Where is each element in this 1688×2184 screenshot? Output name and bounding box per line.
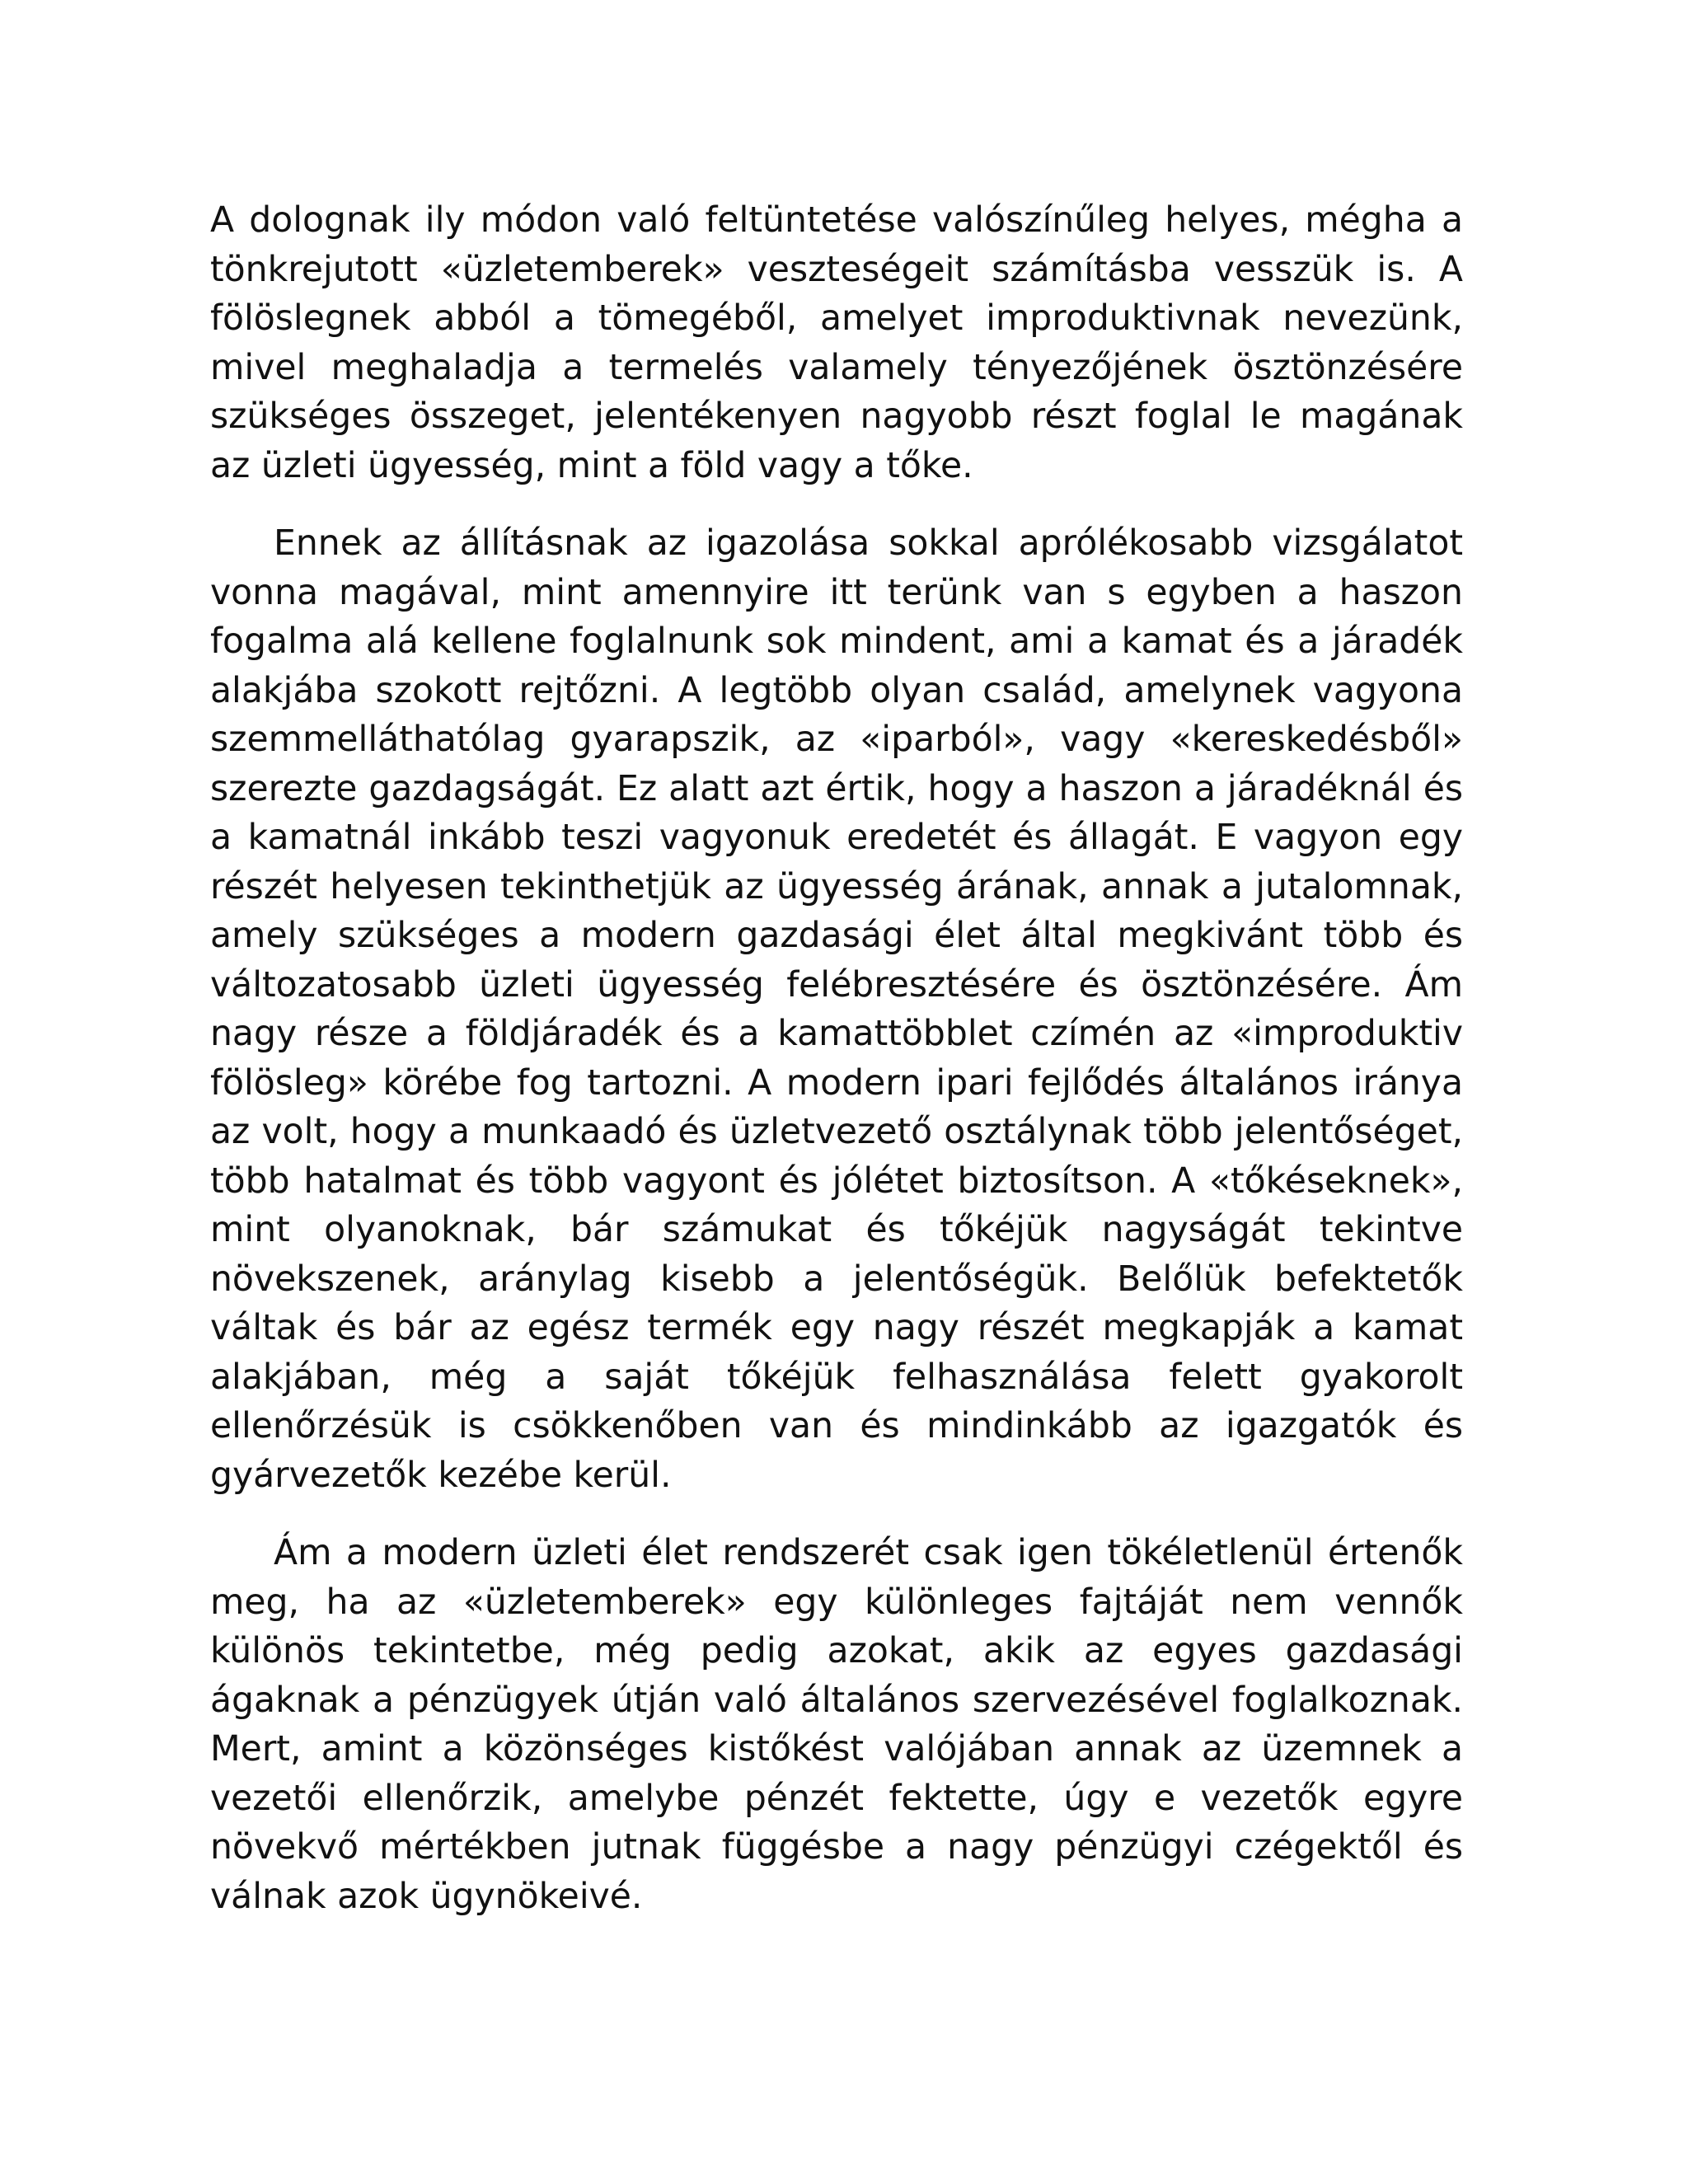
paragraph-3: Ám a modern üzleti élet rendszerét csak igen tökéletlenül értenők meg, ha az «üzletemberek» egy különleges fajtáját nem vennők különös tekintetbe, még pedig azokat, akik az egyes gazdasági ágaknak a pénzügyek útján való általános szervezésével foglalkoznak. Mert, amint a közönséges kistőkést valójában annak az üzemnek a vezetői ellenőrzik, amelybe pénzét fektette, úgy e vezetők egyre növekvő mértékben jutnak függésbe a nagy pénzügyi czégektől és válnak azok ügynökeivé.: [210, 1533, 1463, 1917]
paragraph-1: A dolognak ily módon való feltüntetése valószínűleg helyes, mégha a tönkrejutott «üzletemberek» veszteségeit számításba vesszük is. A fölöslegnek abból a tömegéből, amelyet improduktivnak nevezünk, mivel meghaladja a termelés valamely tényezőjének ösztönzésére szükséges összeget, jelentékenyen nagyobb részt foglal le magának az üzleti ügyesség, mint a föld vagy a tőke.: [210, 200, 1463, 486]
document-page: [210, 196, 1463, 1921]
paragraph-2: Ennek az állításnak az igazolása sokkal aprólékosabb vizsgálatot vonna magával, mint amennyire itt terünk van s egyben a haszon fogalma alá kellene foglalnunk sok mindent, ami a kamat és a járadék alakjába szokott rejtőzni. A legtöbb olyan család, amelynek vagyona szemmelláthatólag gyarapszik, az «iparból», vagy «kereskedésből» szerezte gazdagságát. Ez alatt azt értik, hogy a haszon a járadéknál és a kamatnál inkább teszi vagyonuk eredetét és állagát. E vagyon egy részét helyesen tekinthetjük az ügyesség árának, annak a jutalomnak, amely szükséges a modern gazdasági élet által megkivánt több és változatosabb üzleti ügyesség felébresztésére és ösztönzésére. Ám nagy része a földjáradék és a kamattöbblet czímén az «improduktiv fölösleg» körébe fog tartozni. A modern ipari fejlődés általános iránya az volt, hogy a munkaadó és üzletvezető osztálynak több jelentőséget, több hatalmat és több vagyont és jólétet biztosítson. A «tőkéseknek», mint olyanoknak, bár számukat és tőkéjük nagyságát tekintve növekszenek, aránylag kisebb a jelentőségük. Belőlük befektetők váltak és bár az egész termék egy nagy részét megkapják a kamat alakjában, még a saját tőkéjük felhasználása felett gyakorolt ellenőrzésük is csökkenőben van és mindinkább az igazgatók és gyárvezetők kezébe kerül.: [210, 523, 1463, 1496]
